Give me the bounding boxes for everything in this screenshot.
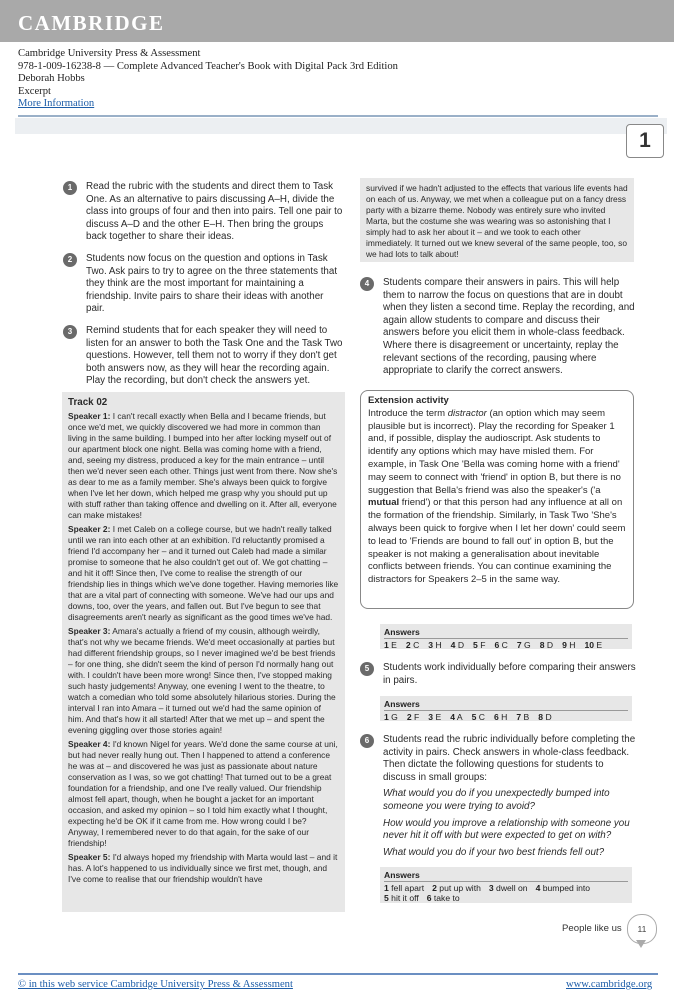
answers-box-1: Answers 1 E 2 C 3 H 4 D 5 F 6 C 7 G 8 D 9 H 10 E: [380, 624, 632, 649]
step-number-badge: 3: [63, 325, 77, 339]
answer-item: [494, 640, 507, 650]
answer-number: 5: [384, 893, 389, 903]
speaker-4: Speaker 4: I'd known Nigel for years. We'd done the same course at uni, but had never really hung out. Then I happened to attend a conference he was at – and discovered he was just as passionate about nature conservation as I was, so we got chatting! That turned out to be a great foundation for a friendship, and one I've really valued. Our friendship almost fell apart, though, when he bought a jacket for an important occasion, and asked my opinion – so I told him exactly what I thought, expecting he'd be OK if it came from me. How wrong could I be? Anyway, I remembered never to do that again, for the sake of our friendship!: [68, 739, 338, 848]
answer-number: 9: [562, 639, 567, 650]
header-divider: [18, 115, 658, 117]
footer-divider: [18, 973, 658, 975]
answer-value: E: [388, 639, 397, 650]
speaker-2: Speaker 2: I met Caleb on a college course, but we hadn't really talked until we ran into each other at an exhibition. I'd reluctantly promised a friend I'd accompany her – and it turned out Caleb had made a similar promise to someone that he also couldn't get out of. We got chatting – and hit it off! Since then, I've come to realise the strength of our friendship lies in things which we've done together. Having memories like that are a vital part of connecting with someone. We've had our ups and downs, too, over the years, and fallen out. But I've begun to see that disagreements aren't nearly as significant as the good times we've had.: [68, 524, 339, 622]
speaker-3: Speaker 3: Amara's actually a friend of my cousin, although weirdly, that's not why we became friends. We'd meet occasionally at parties but had different friendship groups, so I never imagined we'd be best friends – for one thing, she didn't seem the kind of person I'd normally hang out with. I couldn't have been more wrong! Since then, I've stopped making such hasty judgements! Anyway, one evening I went to the theatre, to watch a comedian who told some absolutely hilarious stories. During the interval I ran into Amara – it turned out we'd had the same opinion of him. And that's how it all started! After that we met up – and spent the evening giggling over those stories again!: [68, 626, 336, 735]
step-5: [360, 662, 638, 687]
left-steps: [63, 181, 343, 388]
answer-value: bumped into: [540, 882, 591, 893]
copyright-link[interactable]: © in this web service Cambridge University Press & Assessment: [18, 979, 293, 990]
answers-line: [384, 881, 628, 894]
answer-number: 3: [428, 639, 434, 650]
discussion-question: What would you do if you unexpectedly bumped into someone you were trying to avoid?: [383, 788, 610, 812]
answer-item: [473, 640, 485, 650]
step-text: Students read the rubric individually before completing the activity in pairs. Check answers in whole-class feedback. Then dictate the following questions for students to discuss in small groups:: [383, 734, 636, 783]
answer-item: [516, 712, 529, 722]
answer-value: fell apart: [388, 882, 425, 893]
answer-value: E: [594, 639, 603, 650]
answer-item: [538, 712, 551, 722]
author: Deborah Hobbs: [18, 73, 85, 85]
answer-number: 5: [473, 639, 478, 650]
step-number-badge: 6: [360, 734, 374, 748]
answer-number: 3: [488, 882, 494, 893]
answer-item: [428, 712, 441, 722]
answer-number: 5: [471, 711, 477, 722]
answer-number: 1: [384, 639, 389, 650]
answer-number: 7: [516, 639, 522, 650]
track-title: Track 02: [68, 397, 108, 408]
answer-number: 7: [516, 711, 522, 722]
answer-value: H: [498, 711, 508, 722]
extension-body: Introduce the term distractor (an option which may seem plausible but is incorrect). Play the recording for Speaker 1 and, if possible, display the audioscript. Ask students to identify any options which may have misled them. For example, in Task One 'Bella was coming home with a friend' may seem to connect with 'friend' in option B, but there is no suggestion that Bella's friend was also the speaker's ('a mutual friend') or that this person had any influence at all on the formation of the friendship. Similarly, in Task Two 'She's always been quick to forgive when I let her down' could seem to lead to 'Friends are bound to fall out' in option B, but the speaker is not making a generalisation about inevitable conflicts between friends. You can continue examining the distractors for Speakers 2–5 in the same way.: [368, 407, 626, 586]
speaker-1: Speaker 1: I can't recall exactly when Bella and I became friends, but once we'd met, we quickly discovered we had more in common than living in the same building. I bumped into her after locking myself out of our apartment block one night. Bella was coming home with a friend, and, seeing my distress, produced a key for the main entrance – until then we'd never seen each other. Things just went from there. Now she's as dear to me as a family member. She's always been quick to forgive when I've let her down, which helped me grasp why you should put up with stuff rather than taking offence and dwelling on it. After all, everyone can make mistakes!: [68, 411, 338, 520]
answer-value: A: [454, 711, 463, 722]
answer-value: D: [543, 711, 552, 722]
answer-number: 4: [535, 882, 541, 893]
step-number-badge: 4: [360, 277, 374, 291]
speaker-5: Speaker 5: I'd always hoped my friendship with Marta would last – and it has. A lot's happened to us individually since we first met, though, and I've come to realise that our friendship wouldn't have: [68, 852, 338, 884]
extension-title: Extension activity: [368, 395, 449, 406]
step-text: Students work individually before comparing their answers in pairs.: [383, 662, 636, 686]
answer-item: [489, 883, 528, 893]
answer-value: H: [566, 639, 576, 650]
answer-item: [406, 640, 419, 650]
answer-value: H: [433, 639, 442, 650]
step-1: [63, 181, 343, 244]
step-3: [63, 325, 343, 388]
answer-number: 6: [494, 639, 500, 650]
answer-value: dwell on: [493, 882, 528, 893]
answer-item: [451, 640, 464, 650]
cambridge-logo: CAMBRIDGE: [18, 11, 165, 35]
answer-number: 8: [538, 711, 544, 722]
answers-line: [384, 893, 628, 904]
answers-line: [384, 638, 628, 651]
answers-box-2: Answers 1 G 2 F 3 E 4 A 5 C 6 H 7 B 8 D: [380, 696, 632, 721]
answer-value: C: [410, 639, 420, 650]
answer-number: 6: [426, 893, 432, 903]
answer-number: 2: [405, 639, 411, 650]
answer-value: put up with: [436, 882, 481, 893]
step-text: Read the rubric with the students and direct them to Task One. As an alternative to pairs discussing A–H, divide the class into groups of four and then into pairs. Tell one pair to discuss A–D and the other E–H. Then bring the groups back together to share their ideas.: [86, 181, 343, 243]
answer-number: 3: [428, 711, 434, 722]
step-number-badge: 1: [63, 181, 77, 195]
answer-item: [494, 712, 507, 722]
answer-item: [384, 893, 419, 903]
answer-item: [536, 883, 590, 893]
step-4: [360, 277, 638, 378]
answer-item: [432, 883, 481, 893]
header-banner: [0, 0, 674, 42]
answer-item: [428, 640, 441, 650]
page-number: 11: [627, 914, 657, 944]
answer-value: D: [544, 639, 554, 650]
answers-box-3: Answers 1 fell apart 2 put up with 3 dwell on 4 bumped into 5 hit it off 6 take to: [380, 867, 632, 903]
answer-value: G: [388, 711, 398, 722]
discussion-question: What would you do if your two best friends fell out?: [383, 846, 605, 858]
answer-item: [562, 640, 575, 650]
answer-number: 2: [406, 711, 412, 722]
answer-number: 8: [539, 639, 545, 650]
website-link[interactable]: www.cambridge.org: [566, 979, 653, 990]
answer-number: 4: [450, 711, 455, 722]
more-information-link[interactable]: More Information: [18, 98, 95, 110]
isbn-title: 978-1-009-16238-8 — Complete Advanced Teacher's Book with Digital Pack 3rd Edition: [18, 60, 398, 72]
answer-value: hit it off: [388, 893, 419, 903]
answer-value: B: [521, 711, 530, 722]
answer-number: 1: [384, 882, 389, 893]
answer-item: [427, 893, 460, 903]
step-text: Students compare their answers in pairs. This will help them to narrow the focus on questions that are in doubt when they listen a second time. Replay the recording, and again allow students to compare and discuss their answers before you elicit them in whole-class feedback. Where there is disagreement or uncertainty, replay the relevant sections of the recording, pausing where appropriate to clarify the correct answers.: [383, 277, 635, 377]
answer-item: [584, 640, 602, 650]
step-text: Remind students that for each speaker they will need to listen for an answer to both the Task One and the Task Two questions. However, tell them not to worry if they don't get both answers now, as they will hear the recording again. Play the recording, but don't check the answers yet.: [86, 324, 343, 387]
answer-value: D: [455, 639, 465, 650]
answer-item: [450, 712, 462, 722]
answer-item: [540, 640, 553, 650]
answer-value: take to: [431, 893, 460, 903]
excerpt-label: Excerpt: [18, 85, 51, 97]
chapter-tab-bar: [15, 118, 667, 134]
answer-number: 1: [384, 711, 389, 722]
track-transcript-box: [62, 392, 345, 912]
answer-item: [517, 640, 531, 650]
transcript-continuation: survived if we hadn't adjusted to the effects that various life events had on each of us. Anyway, we met when a colleague put on a fancy dress party with a bizarre theme. Nobody was entirely sure who invited Marta, but the costume she was wearing was so astonishing that I simply had to ask her about it – and we took to each other immediately. It turned out we knew several of the same people, too, so we had lots to talk about!: [360, 178, 634, 262]
step-text: Students now focus on the question and options in Task Two. Ask pairs to try to agree on the three statements that they think are the most important for maintaining a friendship. Invite pairs to share their ideas with another pair.: [86, 252, 338, 315]
answer-value: E: [433, 711, 442, 722]
answer-item: [472, 712, 485, 722]
answer-number: 4: [450, 639, 456, 650]
answer-number: 6: [494, 711, 499, 722]
answer-value: F: [411, 711, 420, 722]
answers-line: [384, 710, 628, 723]
page-marker-pointer: [636, 940, 646, 948]
answer-number: 2: [432, 882, 437, 893]
answer-value: G: [521, 639, 531, 650]
step-number-badge: 2: [63, 253, 77, 267]
answer-number: 10: [584, 639, 594, 650]
answer-item: [384, 712, 398, 722]
answer-value: C: [476, 711, 485, 722]
step-6: [360, 734, 638, 859]
step-2: [63, 253, 343, 316]
discussion-question: How would you improve a relationship with someone you never hit it off with but were expected to get on with?: [383, 817, 630, 842]
answer-value: C: [499, 639, 508, 650]
chapter-number: 1: [626, 124, 664, 158]
publisher: Cambridge University Press & Assessment: [18, 48, 201, 59]
book-metadata: [18, 48, 398, 111]
step-number-badge: 5: [360, 662, 374, 676]
answer-item: [407, 712, 419, 722]
answer-item: [384, 640, 397, 650]
section-name: People like us: [562, 923, 622, 934]
extension-activity-box: [360, 390, 634, 609]
answer-value: F: [477, 639, 486, 650]
answer-item: [384, 883, 424, 893]
